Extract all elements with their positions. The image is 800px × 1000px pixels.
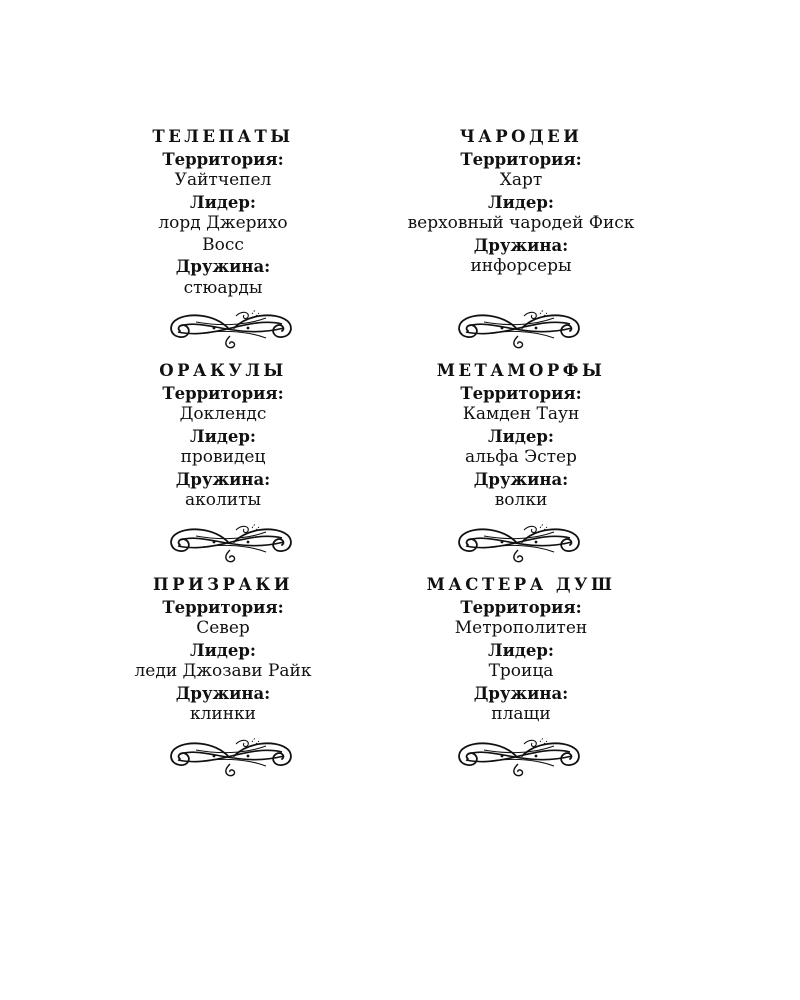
leader-value-line1: лорд Джерихо [158, 213, 288, 233]
territory-label: Территория: [460, 383, 582, 403]
leader-label: Лидер: [488, 426, 554, 446]
flourish-ornament-icon [454, 520, 584, 564]
leader-label: Лидер: [190, 192, 256, 212]
faction-title: ОРАКУЛЫ [159, 361, 287, 380]
faction-oracles [120, 360, 326, 512]
leader-value-line1: верховный чародей Фиск [407, 213, 635, 233]
faction-title: МЕТАМОРФЫ [436, 361, 606, 380]
retinue-label: Дружина: [175, 257, 271, 276]
retinue-label: Дружина: [473, 683, 569, 703]
retinue-value: клинки [189, 704, 257, 724]
territory-label: Территория: [460, 597, 582, 617]
faction-telepaths [120, 126, 326, 299]
retinue-label: Дружина: [473, 235, 569, 255]
retinue-value: аколиты [184, 490, 262, 510]
faction-title: МАСТЕРА ДУШ [426, 575, 616, 594]
territory-value: Доклендс [179, 404, 267, 424]
leader-value-line1: Троица [488, 661, 554, 681]
territory-label: Территория: [460, 149, 582, 169]
retinue-label: Дружина: [175, 683, 271, 703]
faction-soul-masters [380, 574, 662, 726]
flourish-ornament-icon [166, 306, 296, 350]
retinue-value: стюарды [183, 277, 263, 298]
faction-title: ТЕЛЕПАТЫ [152, 127, 294, 146]
territory-label: Территория: [162, 597, 284, 617]
leader-value-line1: провидец [180, 447, 266, 467]
territory-label: Территория: [162, 149, 284, 169]
retinue-label: Дружина: [175, 469, 271, 489]
faction-title: ПРИЗРАКИ [153, 575, 293, 594]
leader-value-line1: леди Джозави Райк [134, 661, 312, 681]
territory-value: Уайтчепел [174, 170, 272, 190]
leader-label: Лидер: [190, 426, 256, 446]
retinue-value: волки [494, 490, 548, 510]
territory-value: Камден Таун [462, 404, 580, 424]
flourish-ornament-icon [166, 734, 296, 778]
faction-ghosts [120, 574, 326, 726]
territory-value: Харт [499, 170, 543, 190]
leader-value-line1: альфа Эстер [465, 447, 577, 467]
territory-label: Территория: [162, 383, 284, 403]
flourish-ornament-icon [454, 734, 584, 778]
territory-value: Север [196, 618, 250, 638]
retinue-value: инфорсеры [470, 256, 572, 276]
leader-value-line2: Восс [202, 234, 244, 255]
retinue-label: Дружина: [473, 469, 569, 489]
flourish-ornament-icon [454, 306, 584, 350]
territory-value: Метрополитен [454, 618, 588, 638]
faction-title: ЧАРОДЕИ [459, 127, 583, 146]
leader-label: Лидер: [488, 640, 554, 660]
retinue-value: плащи [491, 704, 551, 724]
flourish-ornament-icon [166, 520, 296, 564]
leader-label: Лидер: [190, 640, 256, 660]
faction-shapeshifters [380, 360, 662, 512]
leader-label: Лидер: [488, 192, 554, 212]
faction-enchanters [380, 126, 662, 278]
